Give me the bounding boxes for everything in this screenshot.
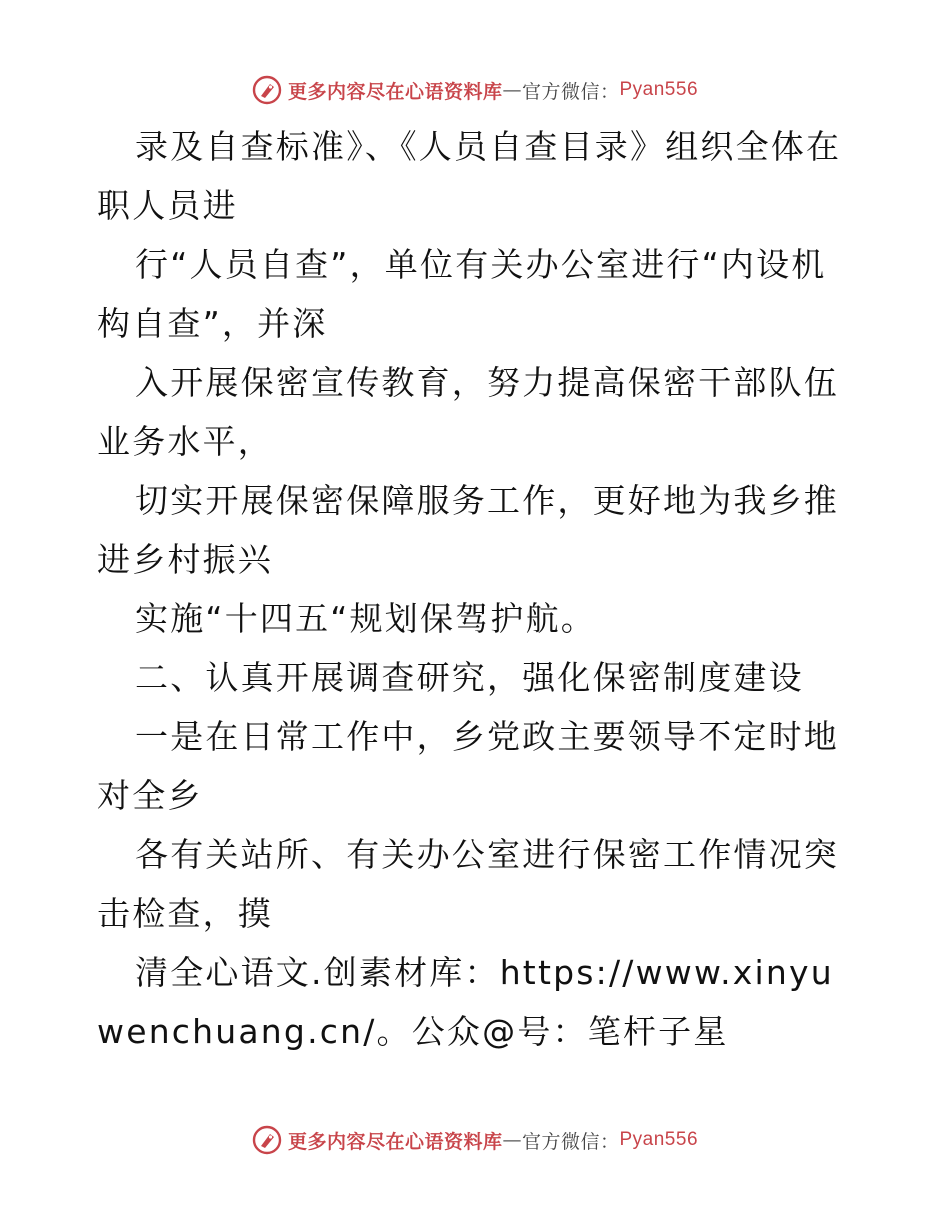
paragraph-7: 一是在日常工作中，乡党政主要领导不定时地对全乡 xyxy=(97,717,839,815)
banner-main-text: 更多内容尽在心语资料库 xyxy=(287,80,503,103)
banner-dash: — xyxy=(502,1129,522,1151)
banner-main-text: 更多内容尽在心语资料库 xyxy=(287,1130,503,1153)
paragraph-9: 清全心语文.创素材库：https://www.xinyuwenchuang.cn/。公众@号：笔杆子星 xyxy=(97,953,834,1051)
paragraph-3: 入开展保密宣传教育，努力提高保密干部队伍业务水平， xyxy=(97,363,839,461)
header-watermark xyxy=(0,70,950,110)
banner-wechat-id: Pyan556 xyxy=(619,79,699,100)
section-heading: 二、认真开展调查研究，强化保密制度建设 xyxy=(135,658,804,697)
banner-wechat-id: Pyan556 xyxy=(619,1129,699,1150)
document-body xyxy=(97,117,857,1061)
footer-watermark xyxy=(0,1120,950,1160)
paragraph-5: 实施“十四五“规划保驾护航。 xyxy=(135,599,596,638)
pen-nib-logo-icon xyxy=(252,1125,282,1155)
pen-nib-logo-icon xyxy=(252,75,282,105)
paragraph-4: 切实开展保密保障服务工作，更好地为我乡推进乡村振兴 xyxy=(97,481,839,579)
paragraph-2: 行“人员自查”，单位有关办公室进行“内设机构自查”，并深 xyxy=(97,245,827,343)
paragraph-8: 各有关站所、有关办公室进行保密工作情况突击检查，摸 xyxy=(97,835,839,933)
banner-dash: — xyxy=(502,79,522,101)
banner-sub-text: 官方微信： xyxy=(521,80,620,103)
paragraph-1: 录及自查标准》、《人员自查目录》组织全体在职人员进 xyxy=(97,127,842,225)
banner-sub-text: 官方微信： xyxy=(521,1130,620,1153)
